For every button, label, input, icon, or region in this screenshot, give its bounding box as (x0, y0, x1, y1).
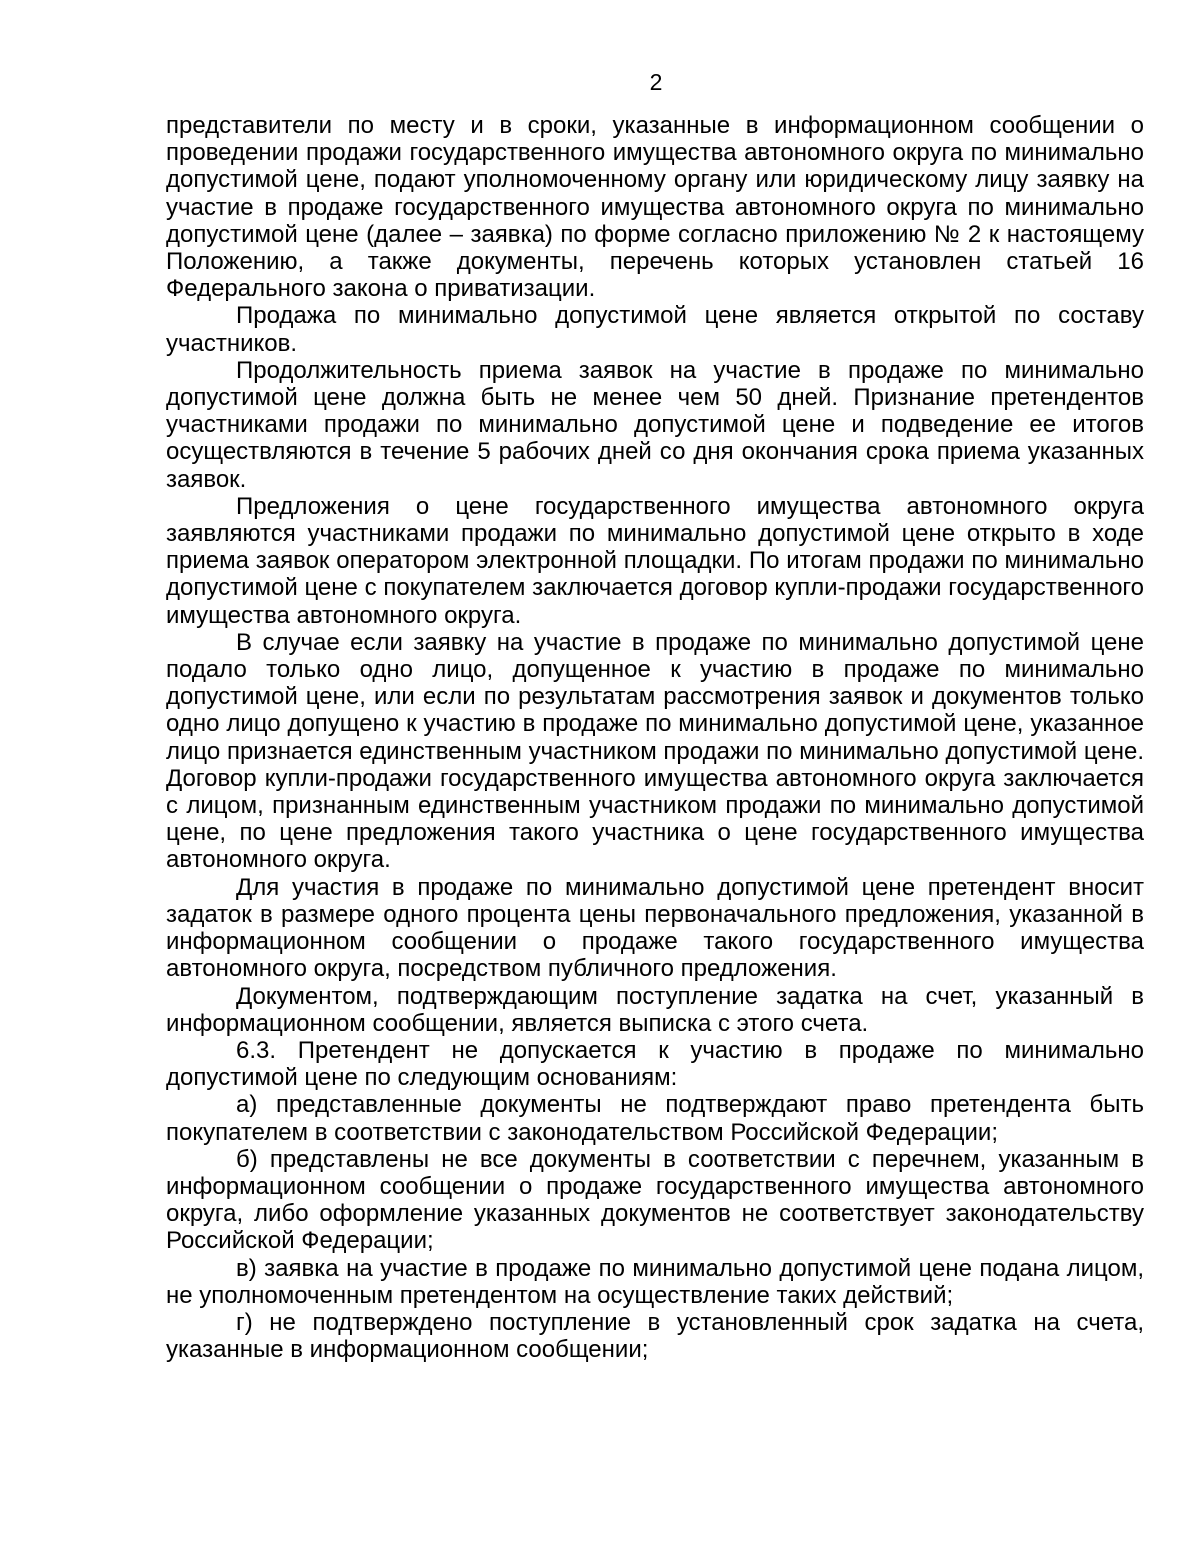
paragraph-deposit-proof: Документом, подтверждающим поступление задатка на счет, указанный в информационном сообщении, является выписка с этого счета. (166, 982, 1144, 1037)
list-item-b: б) представлены не все документы в соответствии с перечнем, указанным в информационном сообщении о продаже государственного имущества автономного округа, либо оформление указанных документов не соответствует законодательству Российской Федерации; (166, 1145, 1144, 1255)
list-item-v: в) заявка на участие в продаже по минимально допустимой цене подана лицом, не уполномоченным претендентом на осуществление таких действий; (166, 1254, 1144, 1309)
paragraph-continuation: представители по месту и в сроки, указанные в информационном сообщении о проведении продажи государственного имущества автономного округа по минимально допустимой цене, подают уполномоченному органу или юридическому лицу заявку на участие в продаже государственного имущества автономного округа по минимально допустимой цене (далее – заявка) по форме согласно приложению № 2 к настоящему Положению, а также документы, перечень которых установлен статьей 16 Федерального закона о приватизации. (166, 112, 1144, 303)
paragraph-application-period: Продолжительность приема заявок на участие в продаже по минимально допустимой цене должна быть не менее чем 50 дней. Признание претендентов участниками продажи по минимально допустимой цене и подведение ее итогов осуществляются в течение 5 рабочих дней со дня окончания срока приема указанных заявок. (166, 356, 1144, 493)
list-item-g: г) не подтверждено поступление в установленный срок задатка на счета, указанные в информационном сообщении; (166, 1308, 1144, 1364)
paragraph-section-6-3: 6.3. Претендент не допускается к участию в продаже по минимально допустимой цене по следующим основаниям: (166, 1036, 1144, 1092)
paragraph-single-participant: В случае если заявку на участие в продаже по минимально допустимой цене подало только одно лицо, допущенное к участию в продаже по минимально допустимой цене, или если по результатам рассмотрения заявок и документов только одно лицо допущено к участию в продаже по минимально допустимой цене, указанное лицо признается единственным участником продажи по минимально допустимой цене. Договор купли-продажи государственного имущества автономного округа заключается с лицом, признанным единственным участником продажи по минимально допустимой цене, по цене предложения такого участника о цене государственного имущества автономного округа. (166, 628, 1144, 874)
paragraph-deposit: Для участия в продаже по минимально допустимой цене претендент вносит задаток в размере одного процента цены первоначального предложения, указанной в информационном сообщении о продаже такого государственного имущества автономного округа, посредством публичного предложения. (166, 873, 1144, 983)
paragraph-open-composition: Продажа по минимально допустимой цене является открытой по составу участников. (166, 302, 1144, 357)
document-body (166, 112, 1144, 1363)
page-number: 2 (649, 69, 663, 95)
list-item-a: а) представленные документы не подтверждают право претендента быть покупателем в соответствии с законодательством Российской Федерации; (166, 1091, 1144, 1146)
paragraph-price-proposals: Предложения о цене государственного имущества автономного округа заявляются участниками продажи по минимально допустимой цене открыто в ходе приема заявок оператором электронной площадки. По итогам продажи по минимально допустимой цене с покупателем заключается договор купли-продажи государственного имущества автономного округа. (166, 492, 1144, 629)
